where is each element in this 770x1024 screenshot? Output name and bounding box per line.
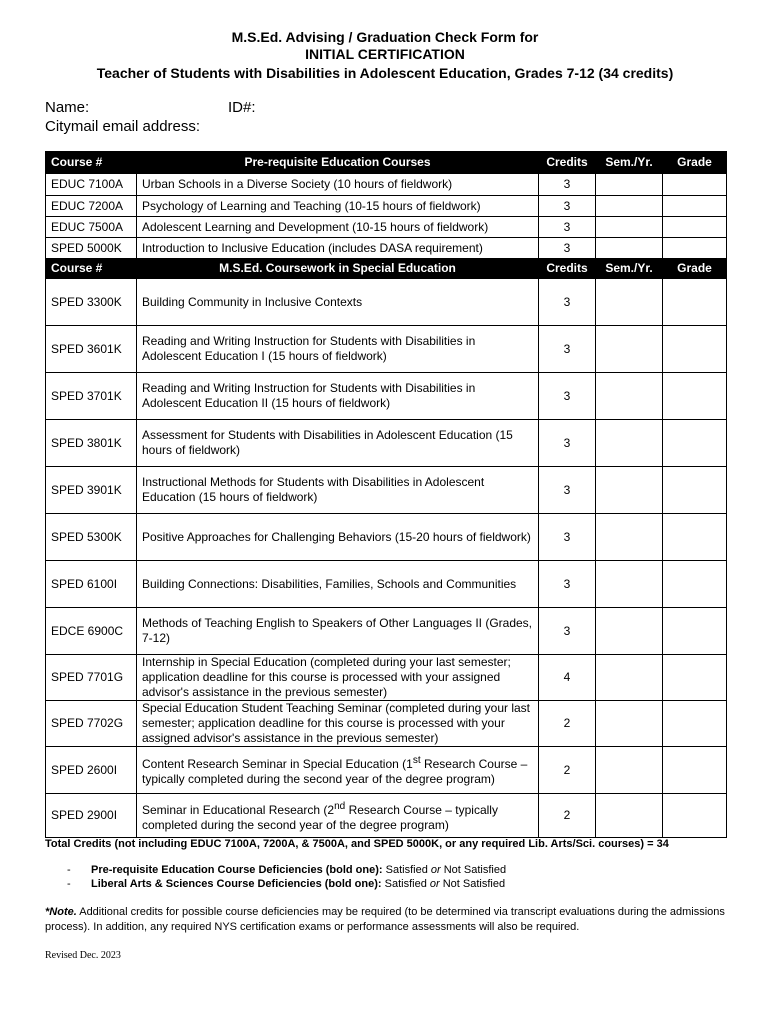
option-not-satisfied[interactable]: Not Satisfied xyxy=(443,864,507,876)
deficiency-label: Pre-requisite Education Course Deficiencies (bold one): xyxy=(91,864,383,876)
grade-cell[interactable] xyxy=(663,514,727,561)
bullet-dash: - xyxy=(67,878,71,890)
table-row xyxy=(46,420,727,467)
grade-cell[interactable] xyxy=(663,561,727,608)
semyr-cell[interactable] xyxy=(596,420,663,467)
course-title-text: Seminar in Educational Research (2 xyxy=(142,802,335,817)
table-row xyxy=(46,373,727,420)
table-row xyxy=(46,608,727,655)
course-title: Building Community in Inclusive Contexts xyxy=(137,279,539,326)
semyr-cell[interactable] xyxy=(596,701,663,747)
course-code: SPED 2900I xyxy=(46,794,137,838)
option-satisfied[interactable]: Satisfied xyxy=(385,864,428,876)
course-code: SPED 3300K xyxy=(46,279,137,326)
course-credits: 3 xyxy=(539,174,596,196)
table-row xyxy=(46,747,727,794)
ordinal-superscript: nd xyxy=(334,800,346,812)
table-row xyxy=(46,701,727,747)
table-row xyxy=(46,217,727,238)
grade-cell[interactable] xyxy=(663,608,727,655)
total-credits: Total Credits (not including EDUC 7100A, 7200A, & 7500A, and SPED 5000K, or any required Lib. Arts/Sci. courses) = 34 xyxy=(45,838,669,850)
id-label: ID#: xyxy=(228,99,256,116)
semyr-cell[interactable] xyxy=(596,196,663,217)
credits-header: Credits xyxy=(539,152,596,174)
course-title: Assessment for Students with Disabilities in Adolescent Education (15 hours of fieldwork) xyxy=(137,420,539,467)
course-title: Adolescent Learning and Development (10-15 hours of fieldwork) xyxy=(137,217,539,238)
prereq-deficiency-line xyxy=(67,864,506,876)
course-credits: 3 xyxy=(539,238,596,259)
semyr-cell[interactable] xyxy=(596,514,663,561)
ordinal-superscript: st xyxy=(412,755,421,766)
course-code: SPED 3901K xyxy=(46,467,137,514)
semyr-cell[interactable] xyxy=(596,238,663,259)
grade-cell[interactable] xyxy=(663,467,727,514)
course-title: Special Education Student Teaching Seminar (completed during your last semester; application deadline for this course is processed with your assigned advisor's assistance in the previous semester) xyxy=(137,701,539,747)
table-row xyxy=(46,279,727,326)
course-num-header: Course # xyxy=(46,152,137,174)
course-code: SPED 7702G xyxy=(46,701,137,747)
course-credits: 3 xyxy=(539,514,596,561)
course-num-header: Course # xyxy=(46,259,137,279)
table-row xyxy=(46,655,727,701)
course-title: Reading and Writing Instruction for Students with Disabilities in Adolescent Education II (15 hours of fieldwork) xyxy=(137,373,539,420)
semyr-cell[interactable] xyxy=(596,747,663,794)
coursework-header-row xyxy=(46,259,727,279)
course-title-text: Research Course – typically completed during the second year of the degree program) xyxy=(142,757,528,786)
course-title: Reading and Writing Instruction for Students with Disabilities in Adolescent Education I (15 hours of fieldwork) xyxy=(137,326,539,373)
grade-cell[interactable] xyxy=(663,701,727,747)
course-title: Instructional Methods for Students with Disabilities in Adolescent Education (15 hours of fieldwork) xyxy=(137,467,539,514)
note-paragraph xyxy=(45,905,735,935)
option-satisfied[interactable]: Satisfied xyxy=(384,878,427,890)
semyr-cell[interactable] xyxy=(596,794,663,838)
course-code: SPED 5300K xyxy=(46,514,137,561)
course-title xyxy=(137,794,539,838)
course-credits: 3 xyxy=(539,420,596,467)
grade-cell[interactable] xyxy=(663,747,727,794)
email-label: Citymail email address: xyxy=(45,118,201,135)
course-credits: 3 xyxy=(539,608,596,655)
semyr-cell[interactable] xyxy=(596,467,663,514)
libarts-deficiency-line xyxy=(67,878,505,890)
course-credits: 3 xyxy=(539,326,596,373)
course-title-text: Research Course – typically completed during the second year of the degree program) xyxy=(142,802,498,832)
course-code: SPED 6100I xyxy=(46,561,137,608)
semyr-header: Sem./Yr. xyxy=(596,259,663,279)
grade-cell[interactable] xyxy=(663,279,727,326)
course-code: EDCE 6900C xyxy=(46,608,137,655)
table-row xyxy=(46,196,727,217)
course-code: SPED 3601K xyxy=(46,326,137,373)
course-credits: 2 xyxy=(539,701,596,747)
course-code: EDUC 7500A xyxy=(46,217,137,238)
program-title: Teacher of Students with Disabilities in Adolescent Education, Grades 7-12 (34 credits) xyxy=(96,65,674,81)
course-code: SPED 3701K xyxy=(46,373,137,420)
revised-date: Revised Dec. 2023 xyxy=(45,950,121,961)
credits-header: Credits xyxy=(539,259,596,279)
course-code: SPED 2600I xyxy=(46,747,137,794)
course-credits: 3 xyxy=(539,467,596,514)
semyr-header: Sem./Yr. xyxy=(596,152,663,174)
table-row xyxy=(46,238,727,259)
course-title: Introduction to Inclusive Education (includes DASA requirement) xyxy=(137,238,539,259)
course-code: EDUC 7100A xyxy=(46,174,137,196)
course-title: Internship in Special Education (completed during your last semester; application deadline for this course is processed with your assigned advisor's assistance in the previous semester) xyxy=(137,655,539,701)
course-title-text: Content Research Seminar in Special Education (1 xyxy=(142,757,413,771)
course-code: SPED 3801K xyxy=(46,420,137,467)
prereq-header-row xyxy=(46,152,727,174)
bullet-dash: - xyxy=(67,864,71,876)
table-row xyxy=(46,514,727,561)
course-table xyxy=(45,151,727,838)
prereq-courses-header: Pre-requisite Education Courses xyxy=(137,152,539,174)
table-row xyxy=(46,174,727,196)
course-title: Building Connections: Disabilities, Families, Schools and Communities xyxy=(137,561,539,608)
table-row xyxy=(46,467,727,514)
course-credits: 2 xyxy=(539,794,596,838)
grade-header: Grade xyxy=(663,259,727,279)
deficiency-label: Liberal Arts & Sciences Course Deficiencies (bold one): xyxy=(91,878,382,890)
course-title: Urban Schools in a Diverse Society (10 hours of fieldwork) xyxy=(137,174,539,196)
grade-cell[interactable] xyxy=(663,196,727,217)
grade-cell[interactable] xyxy=(663,655,727,701)
note-text: Additional credits for possible course deficiencies may be required (to be determined via transcript evaluations during the admissions process). In addition, any required NYS certification exams or performance assessments will also be required. xyxy=(45,906,725,933)
grade-cell[interactable] xyxy=(663,794,727,838)
course-title xyxy=(137,747,539,794)
grade-header: Grade xyxy=(663,152,727,174)
grade-cell[interactable] xyxy=(663,373,727,420)
course-title: Psychology of Learning and Teaching (10-15 hours of fieldwork) xyxy=(137,196,539,217)
semyr-cell[interactable] xyxy=(596,326,663,373)
course-code: SPED 5000K xyxy=(46,238,137,259)
semyr-cell[interactable] xyxy=(596,655,663,701)
form-subtitle: INITIAL CERTIFICATION xyxy=(305,46,465,62)
course-credits: 3 xyxy=(539,217,596,238)
form-title: M.S.Ed. Advising / Graduation Check Form for xyxy=(231,29,539,45)
course-credits: 4 xyxy=(539,655,596,701)
grade-cell[interactable] xyxy=(663,217,727,238)
semyr-cell[interactable] xyxy=(596,217,663,238)
or-word: or xyxy=(429,878,440,890)
table-row xyxy=(46,326,727,373)
semyr-cell[interactable] xyxy=(596,174,663,196)
course-code: EDUC 7200A xyxy=(46,196,137,217)
note-prefix: *Note. xyxy=(45,906,77,918)
or-word: or xyxy=(430,864,441,876)
semyr-cell[interactable] xyxy=(596,561,663,608)
course-credits: 3 xyxy=(539,373,596,420)
coursework-header: M.S.Ed. Coursework in Special Education xyxy=(137,259,539,279)
table-row xyxy=(46,561,727,608)
option-not-satisfied[interactable]: Not Satisfied xyxy=(442,878,506,890)
grade-cell[interactable] xyxy=(663,174,727,196)
grade-cell[interactable] xyxy=(663,420,727,467)
semyr-cell[interactable] xyxy=(596,608,663,655)
table-row xyxy=(46,794,727,838)
course-title: Positive Approaches for Challenging Behaviors (15-20 hours of fieldwork) xyxy=(137,514,539,561)
course-code: SPED 7701G xyxy=(46,655,137,701)
course-credits: 3 xyxy=(539,279,596,326)
course-credits: 3 xyxy=(539,196,596,217)
name-label: Name: xyxy=(45,99,90,116)
grade-cell[interactable] xyxy=(663,326,727,373)
semyr-cell[interactable] xyxy=(596,279,663,326)
course-credits: 3 xyxy=(539,561,596,608)
grade-cell[interactable] xyxy=(663,238,727,259)
course-credits: 2 xyxy=(539,747,596,794)
semyr-cell[interactable] xyxy=(596,373,663,420)
course-title: Methods of Teaching English to Speakers of Other Languages II (Grades, 7-12) xyxy=(137,608,539,655)
